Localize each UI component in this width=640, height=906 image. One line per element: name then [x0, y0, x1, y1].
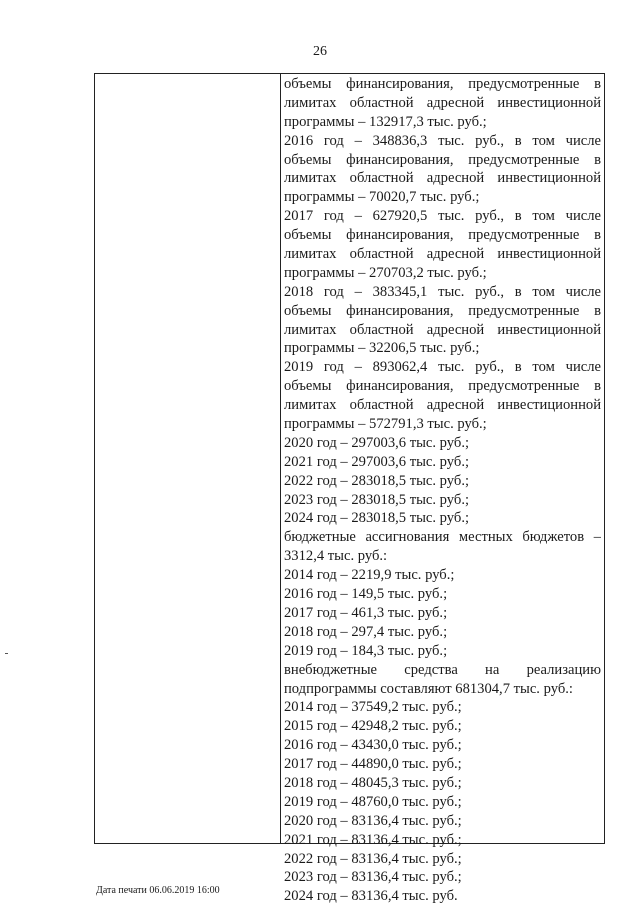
text-line: 2016 год – 43430,0 тыс. руб.;: [284, 737, 462, 754]
text-line: 2019 год – 48760,0 тыс. руб.;: [284, 793, 462, 810]
text-line: 2017 год – 627920,5 тыс. руб., в том числе: [284, 208, 601, 225]
text-line: объемы финансирования, предусмотренные в: [284, 378, 601, 395]
text-line: 3312,4 тыс. руб.:: [284, 548, 388, 565]
text-line: лимитах областной адресной инвестиционной: [284, 397, 601, 414]
text-line: 2023 год – 83136,4 тыс. руб.;: [284, 869, 462, 886]
text-line: 2014 год – 37549,2 тыс. руб.;: [284, 699, 462, 716]
funding-text-cell: [284, 75, 601, 906]
text-line: программы – 32206,5 тыс. руб.;: [284, 340, 480, 357]
text-line: 2016 год – 348836,3 тыс. руб., в том числе: [284, 132, 601, 149]
text-line: программы – 132917,3 тыс. руб.;: [284, 113, 487, 130]
text-line: лимитах областной адресной инвестиционной: [284, 170, 601, 187]
text-line: 2017 год – 461,3 тыс. руб.;: [284, 604, 448, 621]
text-line: объемы финансирования, предусмотренные в: [284, 302, 601, 319]
text-line: 2021 год – 297003,6 тыс. руб.;: [284, 453, 470, 470]
text-line: программы – 572791,3 тыс. руб.;: [284, 416, 487, 433]
text-line: 2018 год – 297,4 тыс. руб.;: [284, 623, 448, 640]
text-line: 2018 год – 383345,1 тыс. руб., в том числе: [284, 283, 601, 300]
margin-mark: [5, 653, 8, 654]
text-line: 2019 год – 184,3 тыс. руб.;: [284, 642, 448, 659]
text-line: 2017 год – 44890,0 тыс. руб.;: [284, 756, 462, 773]
text-line: 2014 год – 2219,9 тыс. руб.;: [284, 567, 455, 584]
text-line: 2018 год – 48045,3 тыс. руб.;: [284, 774, 462, 791]
text-line: объемы финансирования, предусмотренные в: [284, 151, 601, 168]
text-line: 2015 год – 42948,2 тыс. руб.;: [284, 718, 462, 735]
text-line: объемы финансирования, предусмотренные в: [284, 76, 601, 92]
text-line: 2024 год – 283018,5 тыс. руб.;: [284, 510, 470, 527]
text-line: 2023 год – 283018,5 тыс. руб.;: [284, 491, 470, 508]
text-line: 2016 год – 149,5 тыс. руб.;: [284, 586, 448, 603]
text-line: лимитах областной адресной инвестиционной: [284, 246, 601, 263]
text-line: внебюджетные средства на реализацию: [284, 661, 601, 678]
print-date-footer: Дата печати 06.06.2019 16:00: [96, 885, 220, 896]
text-line: 2022 год – 283018,5 тыс. руб.;: [284, 472, 470, 489]
text-line: лимитах областной адресной инвестиционной: [284, 321, 601, 338]
text-line: бюджетные ассигнования местных бюджетов –: [284, 529, 601, 546]
text-line: 2022 год – 83136,4 тыс. руб.;: [284, 850, 462, 867]
text-line: подпрограммы составляют 681304,7 тыс. руб.:: [284, 680, 573, 697]
text-line: 2021 год – 83136,4 тыс. руб.;: [284, 831, 462, 848]
text-line: 2024 год – 83136,4 тыс. руб.: [284, 888, 458, 905]
column-divider: [280, 74, 281, 843]
text-line: программы – 70020,7 тыс. руб.;: [284, 189, 480, 206]
text-line: 2020 год – 83136,4 тыс. руб.;: [284, 812, 462, 829]
text-line: 2019 год – 893062,4 тыс. руб., в том числе: [284, 359, 601, 376]
text-line: программы – 270703,2 тыс. руб.;: [284, 264, 487, 281]
text-line: 2020 год – 297003,6 тыс. руб.;: [284, 434, 470, 451]
text-line: объемы финансирования, предусмотренные в: [284, 227, 601, 244]
page-number: 26: [313, 44, 327, 59]
text-line: лимитах областной адресной инвестиционной: [284, 94, 601, 111]
